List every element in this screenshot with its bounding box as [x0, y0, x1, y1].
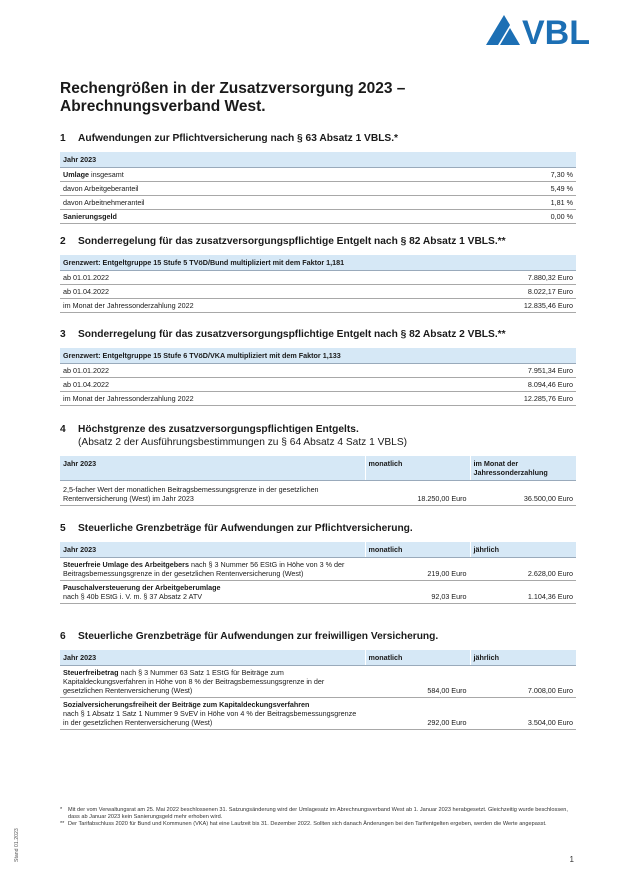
row-value-monthly: 219,00 Euro — [365, 558, 470, 581]
table-row — [60, 299, 576, 313]
row-label-bold: Pauschalversteuerung der Arbeitgeberumlage — [63, 583, 221, 592]
row-value: 5,49 % — [450, 182, 576, 196]
table-row — [60, 392, 576, 406]
section-number: 3 — [60, 329, 66, 340]
table-header-monthly: monatlich — [365, 456, 470, 481]
table-row — [60, 210, 576, 224]
row-label: ab 01.04.2022 — [60, 378, 428, 392]
row-value-yearly: 7.008,00 Euro — [470, 666, 576, 698]
table-sonderregelung-1 — [60, 255, 576, 313]
table-row — [60, 481, 576, 506]
row-value-yearly: 3.504,00 Euro — [470, 698, 576, 730]
footnotes — [60, 807, 575, 829]
section-number: 4 — [60, 424, 66, 435]
section-4-heading — [60, 423, 576, 449]
row-value: 8.094,46 Euro — [428, 378, 576, 392]
row-label: ab 01.04.2022 — [60, 285, 428, 299]
row-label: 2,5-facher Wert der monatlichen Beitragsbemessungsgrenze in der gesetzlichen Rentenversicherung (West) im Jahr 2023 — [60, 481, 365, 506]
footnote-text: Mit der vom Verwaltungsrat am 25. Mai 2022 beschlossenen 31. Satzungsänderung wird der Umlagesatz im Abrechnungsverband West ab 1. Januar 2023 herabgesetzt. Gleichzeitig wurde beschlossen, dass ab Januar 2023 kein Sanierungsgeld mehr erhoben wird. — [68, 807, 568, 821]
section-title: Steuerliche Grenzbeträge für Aufwendungen zur freiwilligen Versicherung. — [78, 631, 439, 642]
table-row — [60, 581, 576, 604]
table-header-special: im Monat der Jahressonderzahlung — [470, 456, 576, 481]
row-value: 12.835,46 Euro — [428, 299, 576, 313]
row-label: nach § 1 Absatz 1 Satz 1 Nummer 9 SvEV in Höhe von 4 % der Beitragsbemessungsgrenze in der gesetzlichen Rentenversicherung (West) — [63, 709, 357, 727]
section-5 — [60, 522, 576, 604]
section-3-heading — [60, 328, 576, 341]
table-hoechstgrenze — [60, 456, 576, 506]
section-number: 5 — [60, 523, 66, 534]
table-row — [60, 285, 576, 299]
row-value-monthly: 292,00 Euro — [365, 698, 470, 730]
footnote — [60, 807, 575, 821]
section-2-heading — [60, 235, 576, 248]
section-1 — [60, 132, 576, 224]
section-1-heading — [60, 132, 576, 145]
section-title: Sonderregelung für das zusatzversorgungspflichtige Entgelt nach § 82 Absatz 1 VBLS.** — [78, 236, 506, 247]
row-value: 8.022,17 Euro — [428, 285, 576, 299]
row-label: im Monat der Jahressonderzahlung 2022 — [60, 299, 428, 313]
page-title — [60, 80, 560, 116]
table-header-yearly: jährlich — [470, 542, 576, 558]
vbl-logo — [486, 13, 604, 47]
table-header-yearly: jährlich — [470, 650, 576, 666]
row-label: davon Arbeitnehmeranteil — [60, 196, 450, 210]
row-value: 7.951,34 Euro — [428, 364, 576, 378]
section-title: Sonderregelung für das zusatzversorgungspflichtige Entgelt nach § 82 Absatz 2 VBLS.** — [78, 329, 506, 340]
footnote-mark: * — [60, 807, 63, 813]
row-label: ab 01.01.2022 — [60, 364, 428, 378]
row-value-monthly: 18.250,00 Euro — [365, 481, 470, 506]
section-number: 1 — [60, 133, 66, 144]
row-label: insgesamt — [88, 170, 124, 179]
table-row — [60, 168, 576, 182]
row-value: 7.880,32 Euro — [428, 271, 576, 285]
row-label-bold: Umlage — [63, 170, 89, 179]
row-value-monthly: 92,03 Euro — [365, 581, 470, 604]
row-value: 7,30 % — [450, 168, 576, 182]
section-title: Aufwendungen zur Pflichtversicherung nach § 63 Absatz 1 VBLS.* — [78, 133, 399, 144]
section-6 — [60, 630, 576, 730]
page-number: 1 — [569, 855, 574, 864]
row-value-monthly: 584,00 Euro — [365, 666, 470, 698]
table-row — [60, 364, 576, 378]
page-title-line2: Abrechnungsverband West. — [60, 98, 266, 115]
table-row — [60, 271, 576, 285]
table-header: Jahr 2023 — [60, 542, 365, 558]
table-row — [60, 558, 576, 581]
row-value-yearly: 2.628,00 Euro — [470, 558, 576, 581]
table-header-monthly: monatlich — [365, 650, 470, 666]
footnote-mark: ** — [60, 821, 65, 828]
table-header-monthly: monatlich — [365, 542, 470, 558]
row-label: nach § 40b EStG i. V. m. § 37 Absatz 2 ATV — [63, 592, 203, 601]
section-title: Steuerliche Grenzbeträge für Aufwendungen zur Pflichtversicherung. — [78, 523, 413, 534]
row-value-yearly: 1.104,36 Euro — [470, 581, 576, 604]
row-label-bold: Steuerfreie Umlage des Arbeitgebers — [63, 560, 189, 569]
row-label: ab 01.01.2022 — [60, 271, 428, 285]
page-title-line1: Rechengrößen in der Zusatzversorgung 2023 – — [60, 80, 406, 97]
footnote — [60, 821, 575, 828]
table-row — [60, 698, 576, 730]
row-label-bold: Sozialversicherungsfreiheit der Beiträge zum Kapitaldeckungsverfahren — [63, 700, 310, 709]
row-value: 1,81 % — [450, 196, 576, 210]
table-header: Jahr 2023 — [60, 456, 365, 481]
section-2 — [60, 235, 576, 313]
row-value-special: 36.500,00 Euro — [470, 481, 576, 506]
table-row — [60, 182, 576, 196]
table-steuer-freiwillig — [60, 650, 576, 730]
row-label-bold: Sanierungsgeld — [63, 212, 117, 221]
table-row — [60, 378, 576, 392]
stand-date: Stand 01.2023 — [14, 828, 20, 862]
table-header: Jahr 2023 — [60, 152, 576, 168]
table-header: Jahr 2023 — [60, 650, 365, 666]
table-steuer-pflicht — [60, 542, 576, 604]
section-4 — [60, 423, 576, 506]
row-label: im Monat der Jahressonderzahlung 2022 — [60, 392, 428, 406]
section-number: 6 — [60, 631, 66, 642]
section-subtitle: (Absatz 2 der Ausführungsbestimmungen zu § 64 Absatz 4 Satz 1 VBLS) — [78, 437, 408, 448]
footnote-text: Der Tarifabschluss 2020 für Bund und Kommunen (VKA) hat eine Laufzeit bis 31. Dezember 2022. Sollten sich danach Änderungen bei den Tarifentgelten ergeben, werden die Werte angepasst. — [68, 821, 547, 828]
table-umlage — [60, 152, 576, 224]
row-value: 0,00 % — [450, 210, 576, 224]
table-header: Grenzwert: Entgeltgruppe 15 Stufe 5 TVöD/Bund multipliziert mit dem Faktor 1,181 — [60, 255, 576, 271]
table-header: Grenzwert: Entgeltgruppe 15 Stufe 6 TVöD/VKA multipliziert mit dem Faktor 1,133 — [60, 348, 576, 364]
row-label-bold: Steuerfreibetrag — [63, 668, 119, 677]
section-5-heading — [60, 522, 576, 535]
row-label: nach § 3 Nummer 63 Satz 1 EStG für Beiträge zum Kapitaldeckungsverfahren in Höhe von 8 % der Beitragsbemessungsgrenze in der gesetzlichen Rentenversicherung (West) — [63, 668, 325, 695]
section-number: 2 — [60, 236, 66, 247]
section-6-heading — [60, 630, 576, 643]
row-label: nach § 3 Nummer 56 EStG in Höhe von 3 % der Beitragsbemessungsgrenze in der gesetzlichen Rentenversicherung (West) — [63, 560, 345, 578]
vbl-logo-text: VBL — [522, 14, 590, 47]
table-sonderregelung-2 — [60, 348, 576, 406]
table-row — [60, 196, 576, 210]
section-3 — [60, 328, 576, 406]
table-row — [60, 666, 576, 698]
section-title: Höchstgrenze des zusatzversorgungspflichtigen Entgelts. — [78, 424, 359, 435]
vbl-logo-mark — [486, 13, 604, 47]
row-label: davon Arbeitgeberanteil — [60, 182, 450, 196]
row-value: 12.285,76 Euro — [428, 392, 576, 406]
